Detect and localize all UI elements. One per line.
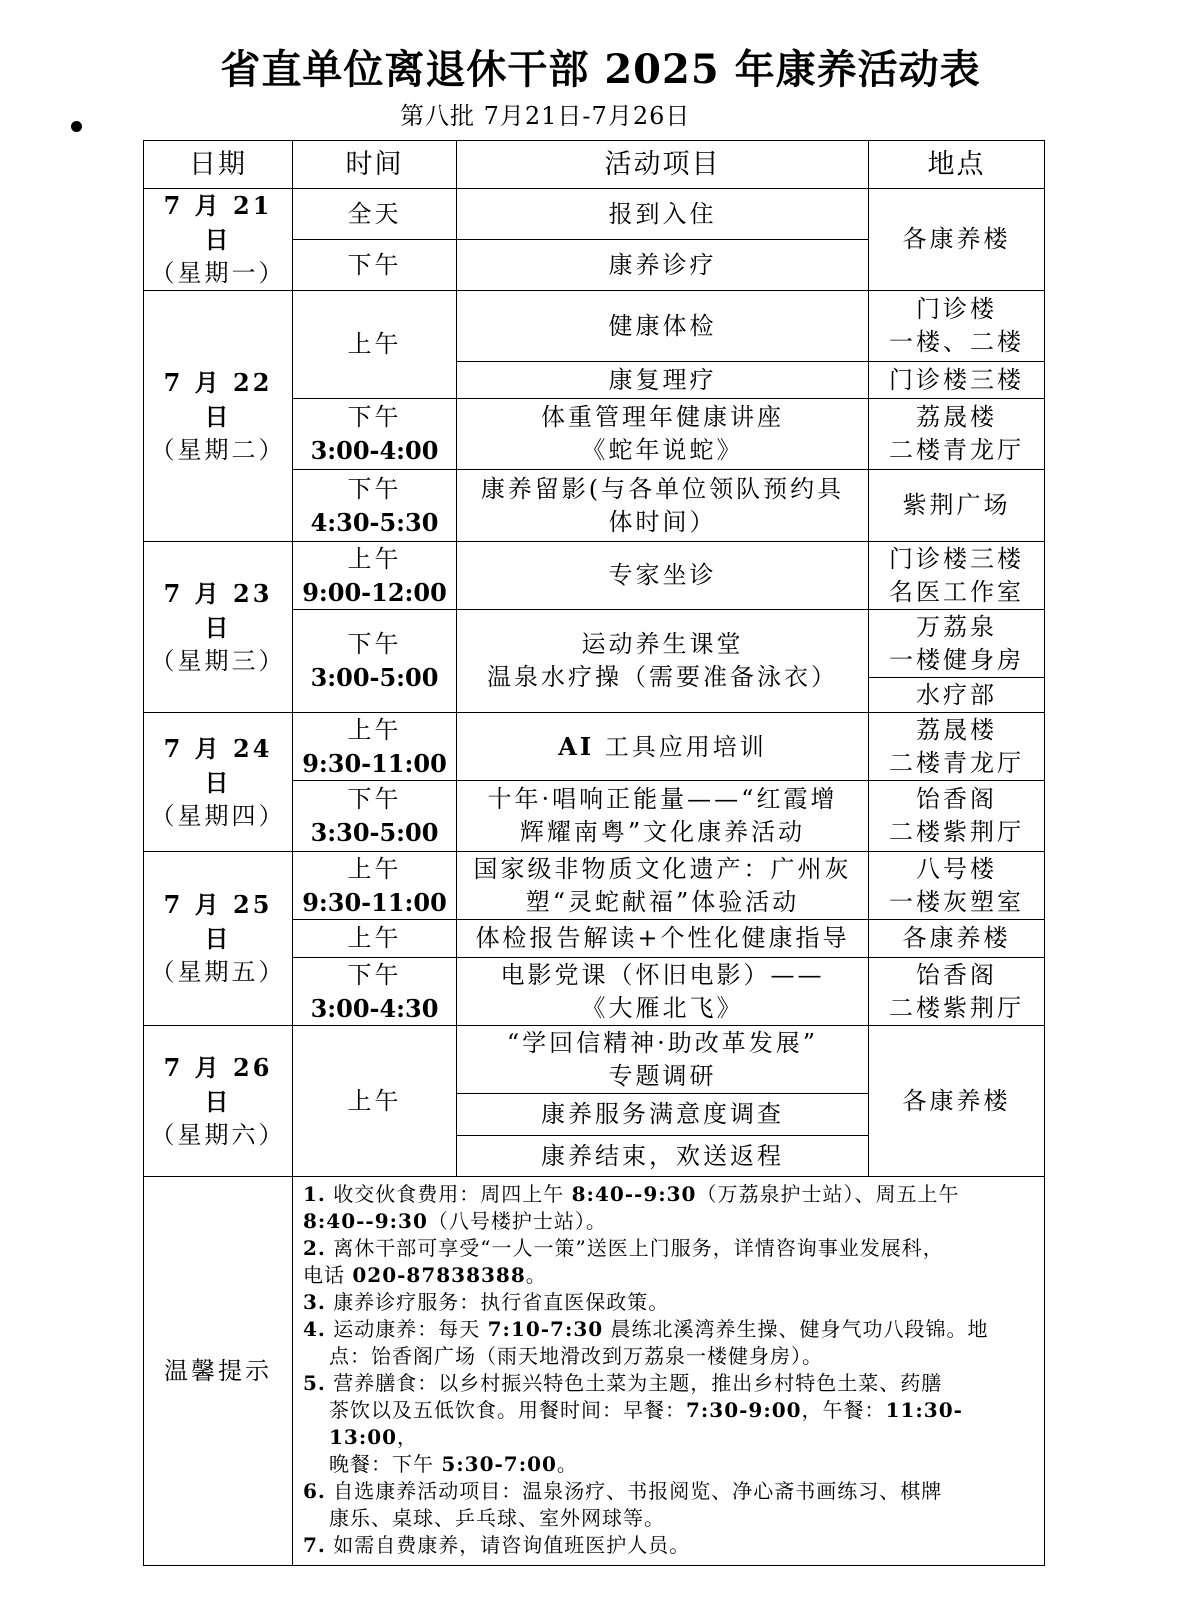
location-line: 饴香阁 <box>916 960 997 989</box>
table-row <box>144 713 1045 781</box>
location-cell: 各康养楼 <box>869 189 1045 291</box>
date-cell <box>144 189 293 291</box>
activity-cell <box>457 1026 869 1094</box>
location-cell <box>869 713 1045 781</box>
location-cell: 各康养楼 <box>869 920 1045 958</box>
time-range: 3:00-4:00 <box>310 436 439 465</box>
note-item: 1. 收交伙食费用：周四上午 8:40--9:30（万荔泉护士站）、周五上午 8:40--9:30（八号楼护士站）。 <box>303 1182 960 1233</box>
time-label: 上午 <box>347 715 402 744</box>
table-row <box>144 542 1045 610</box>
activity-line: 专题调研 <box>608 1061 717 1090</box>
weekday-text: （星期二） <box>150 435 286 464</box>
activity-line: 电影党课（怀旧电影）—— <box>500 960 825 989</box>
date-text: 7 月 21 日 <box>163 191 273 254</box>
location-line: 二楼紫荆厅 <box>889 818 1024 846</box>
location-line: 门诊楼 <box>916 295 997 323</box>
date-cell <box>144 713 293 852</box>
note-item: 7. 如需自费康养，请咨询值班医护人员。 <box>303 1533 691 1557</box>
time-label: 下午 <box>347 785 402 813</box>
activity-cell: 康复理疗 <box>457 362 869 399</box>
location-line: 万荔泉 <box>916 612 997 641</box>
location-line: 二楼紫荆厅 <box>889 993 1024 1022</box>
location-cell <box>869 610 1045 678</box>
activity-line: 十年·唱响正能量——“红霞增 <box>487 785 838 813</box>
time-range: 4:30-5:30 <box>310 507 439 537</box>
activity-cell <box>457 610 869 713</box>
activity-line: 工具应用培训 <box>594 732 767 761</box>
location-cell: 门诊楼三楼 <box>869 362 1045 399</box>
date-cell <box>144 291 293 542</box>
note-item: 6. 自选康养活动项目：温泉汤疗、书报阅览、净心斋书画练习、棋牌 康乐、桌球、乒乓球、室外网球等。 <box>303 1479 943 1530</box>
notes-cell <box>293 1177 1045 1566</box>
activity-cell: 康养诊疗 <box>457 240 869 291</box>
time-range: 9:30-11:00 <box>302 887 447 917</box>
time-cell <box>293 610 457 713</box>
table-row <box>144 291 1045 362</box>
location-line: 一楼、二楼 <box>889 328 1024 356</box>
time-label: 上午 <box>347 854 402 883</box>
location-line: 名医工作室 <box>889 577 1024 606</box>
weekday-text: （星期六） <box>150 1120 286 1149</box>
note-item: 5. 营养膳食：以乡村振兴特色土菜为主题，推出乡村特色土菜、药膳 茶饮以及五低饮食。用餐时间：早餐：7:30-9:00，午餐：11:30-13:00， 晚餐：下午 5:30-7:00。 <box>303 1371 963 1476</box>
header-activity: 活动项目 <box>457 141 869 189</box>
date-text: 7 月 22 日 <box>163 367 273 431</box>
activity-line: 康养留影(与各单位领队预约具 <box>480 474 845 503</box>
note-item: 4. 运动康养：每天 7:10-7:30 晨练北溪湾养生操、健身气功八段锦。地 点：饴香阁广场（雨天地滑改到万荔泉一楼健身房）。 <box>303 1317 989 1368</box>
bullet-dot <box>71 121 82 132</box>
time-label: 下午 <box>347 630 402 658</box>
activity-line: 辉耀南粤”文化康养活动 <box>519 818 806 846</box>
date-text: 7 月 24 日 <box>163 733 273 797</box>
location-line: 荔晟楼 <box>916 715 997 744</box>
location-line: 二楼青龙厅 <box>889 436 1024 464</box>
header-date: 日期 <box>144 141 293 189</box>
time-cell <box>293 399 457 470</box>
location-line: 荔晟楼 <box>916 403 997 431</box>
time-cell: 上午 <box>293 291 457 399</box>
location-cell: 紫荆广场 <box>869 470 1045 542</box>
weekday-text: （星期四） <box>150 801 286 830</box>
notes-label: 温馨提示 <box>144 1177 293 1566</box>
table-row <box>144 189 1045 240</box>
activity-line: 运动养生课堂 <box>581 630 744 658</box>
date-cell <box>144 852 293 1026</box>
weekday-text: （星期一） <box>150 259 286 287</box>
schedule-table <box>143 140 1045 1566</box>
activity-line: “学回信精神·助改革发展” <box>506 1028 819 1057</box>
activity-cell: 康养结束，欢送返程 <box>457 1136 869 1177</box>
notes-row <box>144 1177 1045 1566</box>
table-row <box>144 1026 1045 1094</box>
location-cell <box>869 852 1045 920</box>
activity-line: 塑“灵蛇献福”体验活动 <box>525 887 800 916</box>
date-text: 7 月 26 日 <box>163 1052 273 1116</box>
activity-line: 国家级非物质文化遗产：广州灰 <box>473 854 852 883</box>
activity-line: 体时间） <box>608 507 717 536</box>
date-cell <box>144 1026 293 1177</box>
activity-cell: 康养服务满意度调查 <box>457 1094 869 1136</box>
time-label: 下午 <box>347 474 402 503</box>
activity-ai: AI <box>558 731 595 761</box>
location-line: 二楼青龙厅 <box>889 748 1024 777</box>
page-subtitle: 第八批 7月21日-7月26日 <box>400 102 691 130</box>
header-time: 时间 <box>293 141 457 189</box>
page-title: 省直单位离退休干部 2025 年康养活动表 <box>220 46 981 93</box>
time-range: 3:00-4:30 <box>310 993 439 1023</box>
activity-line: 温泉水疗操（需要准备泳衣） <box>487 663 838 691</box>
time-range: 3:30-5:00 <box>310 818 439 847</box>
location-line: 一楼灰塑室 <box>889 887 1024 916</box>
location-cell <box>869 291 1045 362</box>
time-cell <box>293 958 457 1026</box>
location-cell <box>869 542 1045 610</box>
activity-line: 《蛇年说蛇》 <box>581 436 744 464</box>
activity-cell: 体检报告解读+个性化健康指导 <box>457 920 869 958</box>
activity-cell <box>457 470 869 542</box>
note-item: 2. 离休干部可享受“一人一策”送医上门服务，详情咨询事业发展科， 电话 020-87838388。 <box>303 1236 944 1287</box>
location-cell: 各康养楼 <box>869 1026 1045 1177</box>
header-location: 地点 <box>869 141 1045 189</box>
table-row <box>144 852 1045 920</box>
time-range: 3:00-5:00 <box>310 663 439 692</box>
time-label: 下午 <box>347 403 402 431</box>
location-cell <box>869 958 1045 1026</box>
activity-line: 体重管理年健康讲座 <box>541 403 784 431</box>
time-cell: 全天 <box>293 189 457 240</box>
location-line: 一楼健身房 <box>889 645 1024 674</box>
note-item: 3. 康养诊疗服务：执行省直医保政策。 <box>303 1290 670 1314</box>
time-cell <box>293 542 457 610</box>
time-range: 9:30-11:00 <box>302 748 447 778</box>
location-line: 八号楼 <box>916 854 997 883</box>
activity-cell <box>457 399 869 470</box>
date-text: 7 月 23 日 <box>163 578 273 642</box>
activity-cell: 健康体检 <box>457 291 869 362</box>
time-label: 上午 <box>347 544 402 573</box>
weekday-text: （星期三） <box>150 646 286 675</box>
activity-line: 《大雁北飞》 <box>581 993 744 1022</box>
time-cell <box>293 852 457 920</box>
activity-cell: 报到入住 <box>457 189 869 240</box>
time-cell: 上午 <box>293 920 457 958</box>
activity-cell <box>457 713 869 781</box>
activity-cell <box>457 852 869 920</box>
time-cell <box>293 781 457 852</box>
time-range: 9:00-12:00 <box>302 577 447 607</box>
activity-cell <box>457 781 869 852</box>
location-cell <box>869 399 1045 470</box>
date-text: 7 月 25 日 <box>163 890 273 953</box>
location-line: 饴香阁 <box>916 785 997 813</box>
time-label: 下午 <box>347 960 402 989</box>
time-cell <box>293 470 457 542</box>
header-row <box>144 141 1045 189</box>
weekday-text: （星期五） <box>150 958 286 986</box>
location-cell <box>869 781 1045 852</box>
location-line: 门诊楼三楼 <box>889 544 1024 573</box>
activity-cell <box>457 958 869 1026</box>
time-cell <box>293 713 457 781</box>
location-cell: 水疗部 <box>869 678 1045 713</box>
time-cell: 上午 <box>293 1026 457 1177</box>
activity-cell: 专家坐诊 <box>457 542 869 610</box>
time-cell: 下午 <box>293 240 457 291</box>
date-cell <box>144 542 293 713</box>
